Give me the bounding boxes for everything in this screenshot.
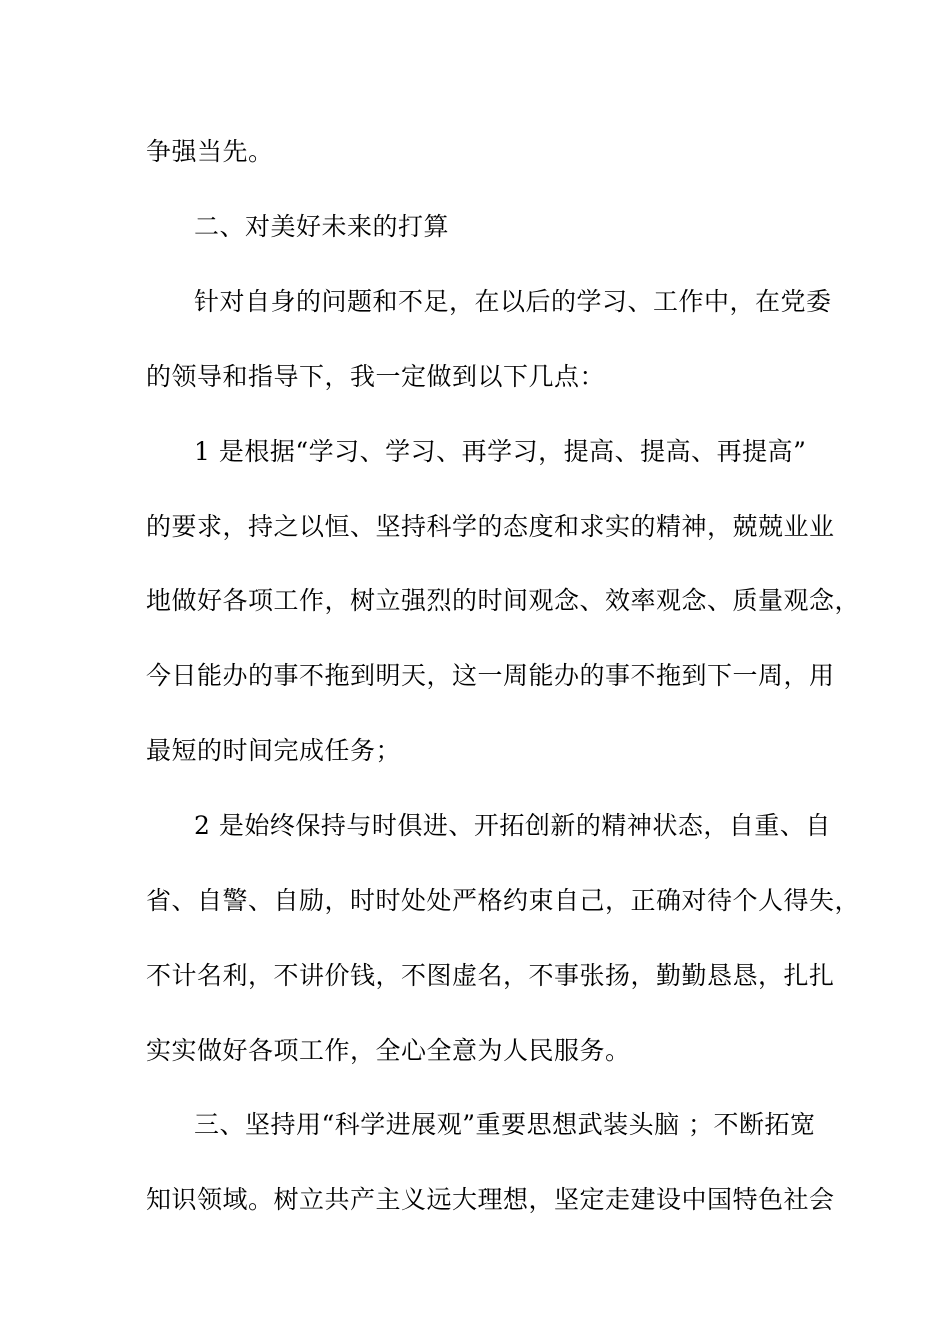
paragraph-line: 实实做好各项工作，全心全意为人民服务。: [146, 1036, 631, 1065]
paragraph-line: 的要求，持之以恒、坚持科学的态度和求实的精神，兢兢业业: [146, 512, 835, 541]
paragraph-line: 地做好各项工作，树立强烈的时间观念、效率观念、质量观念，: [146, 586, 861, 615]
paragraph-line: 2 是始终保持与时俱进、开拓创新的精神状态，自重、自: [194, 811, 831, 840]
paragraph-line: 针对自身的问题和不足，在以后的学习、工作中，在党委: [194, 287, 832, 316]
paragraph-line: 争强当先。: [146, 137, 274, 166]
section-heading: 二、对美好未来的打算: [194, 212, 450, 241]
paragraph-line: 不计名利，不讲价钱，不图虚名，不事张扬，勤勤恳恳，扎扎: [146, 961, 835, 990]
paragraph-line: 最短的时间完成任务；: [146, 736, 402, 765]
section-heading: 三、坚持用“科学进展观”重要思想武装头脑 ；不断拓宽: [194, 1110, 816, 1139]
paragraph-line: 省、自警、自励，时时处处严格约束自己，正确对待个人得失，: [146, 886, 861, 915]
paragraph-line: 1 是根据“学习、学习、再学习，提高、提高、再提高”: [194, 437, 807, 466]
paragraph-line: 的领导和指导下，我一定做到以下几点：: [146, 362, 606, 391]
paragraph-line: 今日能办的事不拖到明天，这一周能办的事不拖到下一周，用: [146, 661, 835, 690]
paragraph-line: 知识领域。树立共产主义远大理想，坚定走建设中国特色社会: [146, 1185, 835, 1214]
